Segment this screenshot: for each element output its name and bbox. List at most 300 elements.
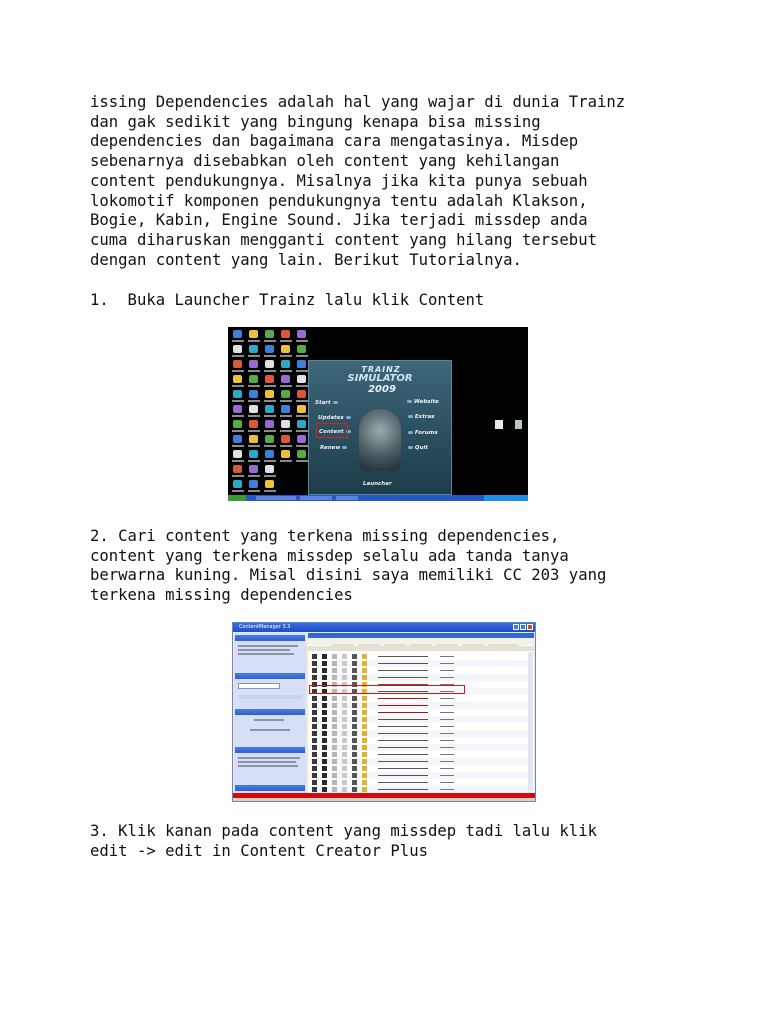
- launcher-forums-button[interactable]: [406, 430, 438, 436]
- row-icon: [332, 780, 337, 785]
- desktop-shortcut-label: [232, 400, 244, 402]
- content-manager-sidebar: [234, 633, 306, 793]
- table-row[interactable]: [310, 758, 532, 765]
- row-icon: [332, 759, 337, 764]
- desktop-shortcut-label: [264, 475, 276, 477]
- row-name-text: [378, 740, 428, 741]
- sidebar-text-line: [238, 765, 298, 767]
- row-icon: [352, 717, 357, 722]
- table-row[interactable]: [310, 674, 532, 681]
- desktop-shortcut-icon[interactable]: [265, 435, 274, 443]
- desktop-shortcut-label: [264, 370, 276, 372]
- table-row[interactable]: [310, 653, 532, 660]
- row-icon: [342, 766, 347, 771]
- row-icon: [332, 675, 337, 680]
- sidebar-text-line: [250, 729, 290, 731]
- desktop-shortcut-label: [248, 340, 260, 342]
- launcher-content-label: Content: [319, 429, 344, 435]
- row-name-text: [378, 670, 428, 671]
- row-icon: [312, 731, 317, 736]
- desktop-shortcut-label: [296, 400, 308, 402]
- quit-arrow-icon: [408, 446, 413, 449]
- sidebar-panel-header[interactable]: [235, 635, 305, 641]
- launcher-website-button[interactable]: [405, 399, 439, 405]
- row-name-text: [378, 698, 428, 699]
- row-icon: [312, 668, 317, 673]
- row-icon: [342, 675, 347, 680]
- row-icon: [342, 773, 347, 778]
- row-icon: [332, 696, 337, 701]
- row-icon: [322, 696, 327, 701]
- desktop-shortcut-label: [232, 490, 244, 492]
- row-name-text: [378, 789, 428, 790]
- desktop-shortcut-icon[interactable]: [297, 420, 306, 428]
- desktop-shortcut-label: [264, 415, 276, 417]
- close-icon[interactable]: [527, 624, 533, 630]
- taskbar-task[interactable]: [256, 496, 296, 500]
- desktop-shortcut-icon[interactable]: [233, 465, 242, 473]
- row-icon: [352, 731, 357, 736]
- desktop-shortcut-label: [232, 415, 244, 417]
- status-question-icon: [362, 654, 367, 659]
- row-icon: [322, 738, 327, 743]
- row-icon: [322, 780, 327, 785]
- row-kuid-text: [440, 726, 454, 727]
- row-kuid-text: [440, 747, 454, 748]
- row-icon: [332, 654, 337, 659]
- desktop-shortcut-label: [280, 415, 292, 417]
- row-kuid-text: [440, 663, 454, 664]
- status-question-icon: [362, 703, 367, 708]
- row-icon: [312, 710, 317, 715]
- status-question-icon: [362, 787, 367, 792]
- desktop-shortcut-label: [280, 400, 292, 402]
- desktop-shortcut-icon[interactable]: [233, 420, 242, 428]
- status-question-icon: [362, 731, 367, 736]
- content-button-highlight: [316, 423, 348, 438]
- table-row[interactable]: [310, 737, 532, 744]
- desktop-shortcut-label: [280, 430, 292, 432]
- table-row[interactable]: [310, 772, 532, 779]
- desktop-shortcut-label: [280, 340, 292, 342]
- row-icon: [332, 717, 337, 722]
- row-icon: [332, 661, 337, 666]
- desktop-shortcut-label: [264, 460, 276, 462]
- desktop-shortcut-icon[interactable]: [297, 390, 306, 398]
- row-icon: [352, 661, 357, 666]
- desktop-shortcut-icon[interactable]: [265, 390, 274, 398]
- row-icon: [322, 717, 327, 722]
- desktop-shortcut-label: [232, 430, 244, 432]
- status-question-icon: [362, 668, 367, 673]
- row-name-text: [378, 719, 428, 720]
- desktop-shortcut-icon[interactable]: [249, 480, 258, 488]
- desktop-shortcut-label: [264, 445, 276, 447]
- table-row[interactable]: [310, 786, 532, 793]
- status-question-icon: [362, 745, 367, 750]
- desktop-shortcut-icon[interactable]: [265, 450, 274, 458]
- desktop-shortcut-label: [232, 355, 244, 357]
- desktop-shortcut-icon[interactable]: [297, 345, 306, 353]
- sidebar-panel-header[interactable]: [235, 709, 305, 715]
- row-kuid-text: [440, 740, 454, 741]
- extras-arrow-icon: [408, 415, 413, 418]
- desktop-shortcut-icon[interactable]: [233, 360, 242, 368]
- row-icon: [332, 724, 337, 729]
- status-question-icon: [362, 759, 367, 764]
- launcher-quit-label: Quit: [414, 445, 429, 451]
- updates-arrow-icon: [346, 416, 351, 419]
- table-row[interactable]: [310, 765, 532, 772]
- desktop-shortcut-label: [264, 400, 276, 402]
- row-name-text: [378, 754, 428, 755]
- row-icon: [352, 752, 357, 757]
- row-name-text: [378, 705, 428, 706]
- desktop-shortcut-icon[interactable]: [249, 390, 258, 398]
- table-row[interactable]: [310, 667, 532, 674]
- row-icon: [322, 787, 327, 792]
- table-row[interactable]: [310, 716, 532, 723]
- desktop-shortcut-icon[interactable]: [281, 390, 290, 398]
- desktop-shortcut-label: [232, 445, 244, 447]
- row-icon: [322, 668, 327, 673]
- launcher-footer-label: Launcher: [363, 481, 392, 487]
- launcher-forums-label: Forums: [414, 430, 438, 436]
- desktop-shortcut-icon[interactable]: [249, 420, 258, 428]
- row-icon: [322, 731, 327, 736]
- table-row[interactable]: [310, 709, 532, 716]
- row-icon: [312, 724, 317, 729]
- desktop-shortcut-icon[interactable]: [297, 450, 306, 458]
- row-icon: [332, 710, 337, 715]
- desktop-shortcut-icon[interactable]: [281, 360, 290, 368]
- table-row[interactable]: [310, 723, 532, 730]
- row-icon: [352, 710, 357, 715]
- sidebar-panel-header[interactable]: [235, 747, 305, 753]
- desktop-shortcut-icon[interactable]: [233, 345, 242, 353]
- row-kuid-text: [440, 677, 454, 678]
- row-name-text: [378, 712, 428, 713]
- sidebar-text-line: [238, 653, 294, 655]
- status-bar: [233, 798, 535, 801]
- desktop-shortcut-label: [264, 340, 276, 342]
- status-question-icon: [362, 752, 367, 757]
- desktop-shortcut-icon[interactable]: [281, 420, 290, 428]
- row-kuid-text: [440, 768, 454, 769]
- filter-tabs: [308, 638, 534, 645]
- row-icon: [312, 661, 317, 666]
- desktop-shortcut-label: [296, 355, 308, 357]
- status-question-icon: [362, 780, 367, 785]
- row-icon: [352, 738, 357, 743]
- desktop-shortcut-icon[interactable]: [265, 465, 274, 473]
- desktop-shortcut-icon[interactable]: [265, 330, 274, 338]
- desktop-shortcut-icon[interactable]: [233, 480, 242, 488]
- row-name-text: [378, 663, 428, 664]
- website-arrow-icon: [407, 400, 412, 403]
- step-2-text: 2. Cari content yang terkena missing dependencies, content yang terkena missdep selalu ada tanda tanya berwarna kuning. Misal disini saya memiliki CC 203 yang terkena missing dependencies: [90, 527, 607, 605]
- window-titlebar: [233, 623, 535, 632]
- table-row[interactable]: [310, 779, 532, 786]
- desktop-shortcut-icon[interactable]: [265, 375, 274, 383]
- row-icon: [332, 787, 337, 792]
- row-icon: [342, 654, 347, 659]
- row-icon: [352, 668, 357, 673]
- row-icon: [352, 766, 357, 771]
- desktop-shortcut-icon[interactable]: [281, 450, 290, 458]
- desktop-shortcut-icon[interactable]: [297, 405, 306, 413]
- row-icon: [342, 731, 347, 736]
- row-icon: [322, 766, 327, 771]
- sidebar-buttons[interactable]: [238, 695, 302, 699]
- status-question-icon: [362, 766, 367, 771]
- row-icon: [352, 759, 357, 764]
- desktop-shortcut-icon[interactable]: [297, 330, 306, 338]
- launcher-renew-button[interactable]: [320, 445, 347, 451]
- desktop-shortcut-icon[interactable]: [233, 330, 242, 338]
- desktop-shortcut-icon[interactable]: [281, 405, 290, 413]
- windows-taskbar: [228, 495, 528, 501]
- launcher-updates-label: Updates: [318, 415, 344, 421]
- system-tray: [484, 495, 528, 501]
- row-icon: [322, 759, 327, 764]
- row-icon: [342, 738, 347, 743]
- start-button[interactable]: [228, 495, 246, 501]
- desktop-shortcut-icon[interactable]: [281, 375, 290, 383]
- row-icon: [352, 724, 357, 729]
- row-icon: [312, 703, 317, 708]
- row-kuid-text: [440, 670, 454, 671]
- row-icon: [332, 738, 337, 743]
- desktop-shortcut-label: [232, 385, 244, 387]
- content-manager-screenshot: [232, 622, 536, 802]
- row-icon: [342, 745, 347, 750]
- desktop-shortcut-icon[interactable]: [281, 345, 290, 353]
- desktop-shortcut-icon[interactable]: [265, 420, 274, 428]
- desktop-shortcut-label: [232, 475, 244, 477]
- row-icon: [342, 759, 347, 764]
- launcher-extras-label: Extras: [414, 414, 435, 420]
- table-row[interactable]: [310, 660, 532, 667]
- sidebar-text-line: [238, 761, 296, 763]
- desktop-shortcut-label: [248, 355, 260, 357]
- desktop-shortcut-icon[interactable]: [249, 450, 258, 458]
- desktop-shortcut-icon[interactable]: [233, 405, 242, 413]
- desktop-shortcut-icon[interactable]: [265, 405, 274, 413]
- desktop-shortcut-icon[interactable]: [281, 330, 290, 338]
- vertical-scrollbar[interactable]: [528, 652, 533, 791]
- desktop-shortcut-label: [248, 385, 260, 387]
- row-icon: [332, 703, 337, 708]
- table-row[interactable]: [310, 730, 532, 737]
- row-icon: [342, 717, 347, 722]
- status-question-icon: [362, 696, 367, 701]
- launcher-screenshot: [228, 327, 528, 501]
- desktop-shortcut-icon[interactable]: [265, 480, 274, 488]
- row-kuid-text: [440, 712, 454, 713]
- desktop-shortcut-icon[interactable]: [249, 405, 258, 413]
- row-icon: [332, 773, 337, 778]
- row-icon: [342, 787, 347, 792]
- row-icon: [332, 745, 337, 750]
- row-icon: [342, 661, 347, 666]
- launcher-website-label: Website: [413, 399, 439, 405]
- row-icon: [352, 703, 357, 708]
- row-icon: [322, 703, 327, 708]
- row-icon: [312, 654, 317, 659]
- row-name-text: [378, 782, 428, 783]
- table-row[interactable]: [310, 702, 532, 709]
- desktop-shortcut-label: [296, 460, 308, 462]
- desktop-shortcut-label: [280, 370, 292, 372]
- row-icon: [352, 654, 357, 659]
- row-name-text: [378, 761, 428, 762]
- status-question-icon: [362, 717, 367, 722]
- desktop-shortcut-icon[interactable]: [281, 435, 290, 443]
- maximize-icon[interactable]: [520, 624, 526, 630]
- status-question-icon: [362, 773, 367, 778]
- start-arrow-icon: [333, 401, 338, 404]
- table-row[interactable]: [310, 751, 532, 758]
- row-icon: [352, 780, 357, 785]
- launcher-start-button[interactable]: [315, 400, 338, 406]
- content-list-panel: [308, 633, 534, 793]
- trainz-logo-top: TRAINZ: [361, 365, 401, 374]
- desktop-shortcut-icon[interactable]: [233, 450, 242, 458]
- status-question-icon: [362, 710, 367, 715]
- table-row[interactable]: [310, 695, 532, 702]
- row-icon: [342, 780, 347, 785]
- row-icon: [352, 696, 357, 701]
- row-icon: [322, 654, 327, 659]
- desktop-shortcut-icon[interactable]: [297, 375, 306, 383]
- desktop-shortcut-label: [248, 475, 260, 477]
- desktop-shortcut-label: [264, 430, 276, 432]
- sidebar-text-line: [238, 757, 300, 759]
- desktop-shortcut-label: [296, 445, 308, 447]
- desktop-shortcut-icon[interactable]: [249, 435, 258, 443]
- desktop-shortcut-label: [280, 385, 292, 387]
- desktop-shortcut-icon[interactable]: [297, 360, 306, 368]
- row-icon: [312, 675, 317, 680]
- row-icon: [322, 710, 327, 715]
- row-icon: [342, 724, 347, 729]
- row-name-text: [378, 726, 428, 727]
- sidebar-panel-header[interactable]: [235, 673, 305, 679]
- row-icon: [312, 696, 317, 701]
- column-header-row[interactable]: [308, 646, 534, 651]
- row-icon: [312, 780, 317, 785]
- desktop-shortcut-label: [232, 340, 244, 342]
- row-icon: [322, 661, 327, 666]
- row-icon: [342, 752, 347, 757]
- row-icon: [342, 703, 347, 708]
- desktop-shortcut-label: [232, 370, 244, 372]
- trainz-logo-year: 2009: [368, 384, 396, 395]
- desktop-shortcut-icon[interactable]: [297, 435, 306, 443]
- desktop-shortcut-label: [264, 490, 276, 492]
- step-1-text: 1. Buka Launcher Trainz lalu klik Content: [90, 291, 485, 309]
- desktop-shortcut-icon[interactable]: [265, 360, 274, 368]
- sidebar-text-line: [254, 719, 284, 721]
- row-icon: [312, 766, 317, 771]
- row-name-text: [378, 747, 428, 748]
- launcher-updates-button[interactable]: [318, 415, 351, 421]
- row-icon: [312, 717, 317, 722]
- status-question-icon: [362, 724, 367, 729]
- window-title: ContentManager 3.3: [239, 624, 291, 630]
- desktop-shortcut-label: [296, 385, 308, 387]
- row-icon: [332, 752, 337, 757]
- row-icon: [322, 724, 327, 729]
- launcher-train-graphic: [359, 409, 401, 471]
- missing-dependency-row-highlight: [309, 685, 465, 694]
- row-icon: [332, 731, 337, 736]
- row-icon: [332, 668, 337, 673]
- row-kuid-text: [440, 733, 454, 734]
- row-icon: [312, 752, 317, 757]
- row-name-text: [378, 656, 428, 657]
- renew-arrow-icon: [342, 446, 347, 449]
- desktop-shortcut-icon[interactable]: [249, 330, 258, 338]
- row-kuid-text: [440, 782, 454, 783]
- launcher-renew-label: Renew: [320, 445, 341, 451]
- launcher-extras-button[interactable]: [406, 414, 435, 420]
- desktop-shortcut-icon[interactable]: [249, 465, 258, 473]
- row-kuid-text: [440, 719, 454, 720]
- row-icon: [322, 745, 327, 750]
- step-3-text: 3. Klik kanan pada content yang missdep tadi lalu klik edit -> edit in Content Creator Plus: [90, 822, 597, 860]
- desktop-shortcut-label: [248, 370, 260, 372]
- desktop-shortcut-label: [248, 400, 260, 402]
- row-kuid-text: [440, 698, 454, 699]
- row-icon: [352, 773, 357, 778]
- desktop-shortcut-icon[interactable]: [233, 375, 242, 383]
- desktop-shortcut-label: [248, 445, 260, 447]
- status-question-icon: [362, 738, 367, 743]
- table-row[interactable]: [310, 744, 532, 751]
- desktop-shortcut-label: [264, 355, 276, 357]
- desktop-shortcut-label: [248, 490, 260, 492]
- sidebar-panel-header[interactable]: [235, 785, 305, 791]
- taskbar-task[interactable]: [300, 496, 332, 500]
- row-icon: [352, 745, 357, 750]
- desktop-shortcut-icon[interactable]: [249, 345, 258, 353]
- row-kuid-text: [440, 754, 454, 755]
- taskbar-task[interactable]: [336, 496, 358, 500]
- desktop-shortcut-label: [280, 355, 292, 357]
- trainz-logo-simulator: SIMULATOR: [347, 373, 413, 384]
- desktop-shortcut-icon[interactable]: [233, 435, 242, 443]
- desktop-shortcut-icon[interactable]: [249, 375, 258, 383]
- document-icon: [495, 420, 503, 429]
- row-kuid-text: [440, 761, 454, 762]
- row-icon: [342, 696, 347, 701]
- desktop-shortcut-icon[interactable]: [265, 345, 274, 353]
- desktop-shortcut-label: [248, 415, 260, 417]
- launcher-quit-button[interactable]: [406, 445, 428, 451]
- row-icon: [312, 787, 317, 792]
- desktop-shortcut-label: [296, 340, 308, 342]
- sidebar-search-input[interactable]: [238, 683, 280, 689]
- minimize-icon[interactable]: [513, 624, 519, 630]
- row-icon: [322, 773, 327, 778]
- desktop-shortcut-icon[interactable]: [233, 390, 242, 398]
- row-name-text: [378, 677, 428, 678]
- desktop-shortcut-icon[interactable]: [249, 360, 258, 368]
- row-name-text: [378, 768, 428, 769]
- row-icon: [342, 668, 347, 673]
